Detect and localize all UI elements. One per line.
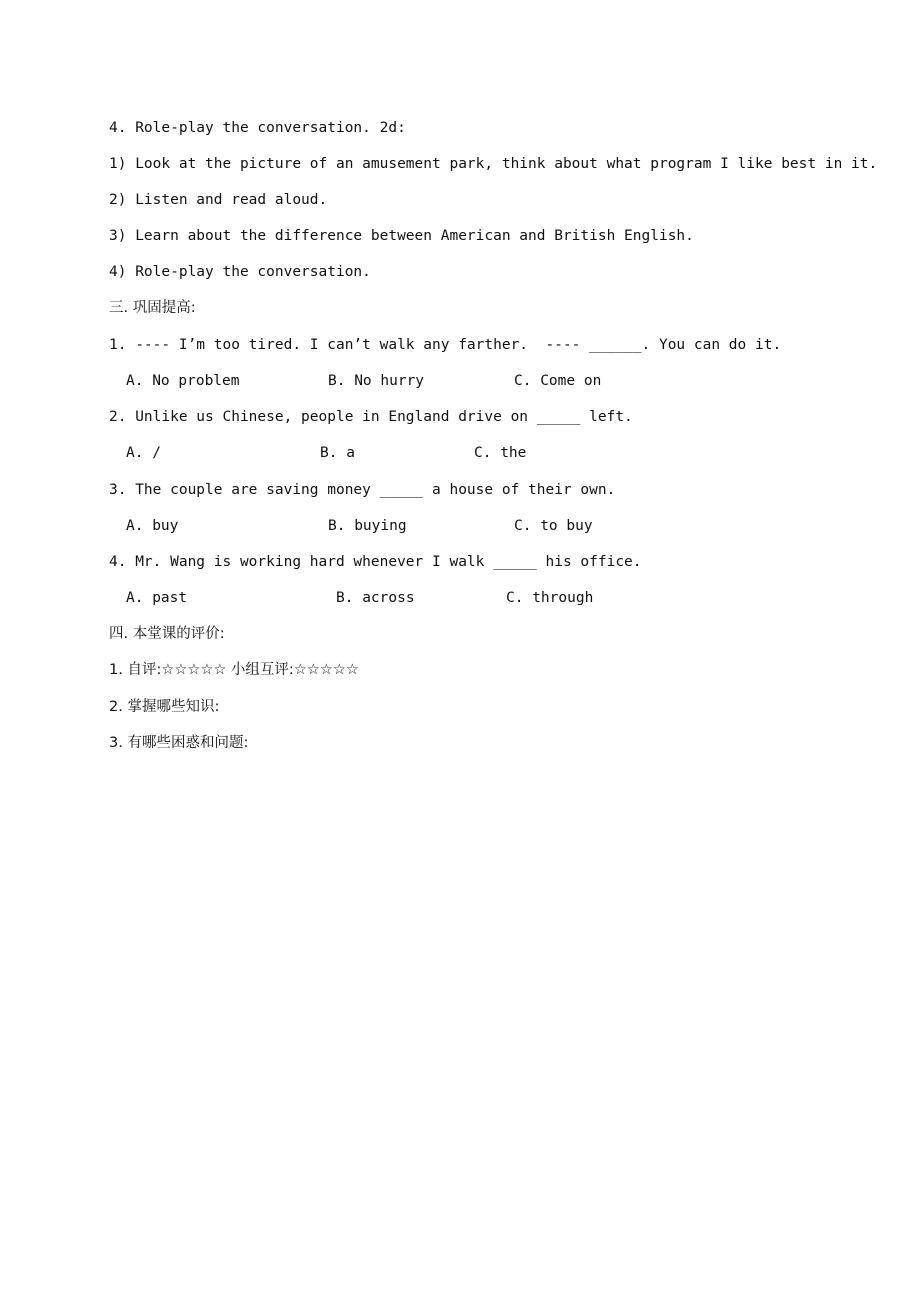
question-1-option-c: C. Come on bbox=[514, 373, 602, 389]
question-2-option-a: A. / bbox=[126, 445, 161, 461]
question-4-option-b: B. across bbox=[336, 590, 415, 606]
task-heading: 4. Role-play the conversation. 2d: bbox=[109, 120, 406, 136]
task-step-3: 3) Learn about the difference between American and British English. bbox=[109, 228, 694, 244]
question-4-option-a: A. past bbox=[126, 590, 188, 606]
task-step-4: 4) Role-play the conversation. bbox=[109, 264, 371, 280]
evaluation-questions: 3. 有哪些困惑和问题: bbox=[109, 735, 249, 751]
task-step-2: 2) Listen and read aloud. bbox=[109, 192, 328, 208]
section-4-heading: 四. 本堂课的评价: bbox=[109, 626, 225, 642]
task-step-1: 1) Look at the picture of an amusement park, think about what program I like best in it. bbox=[109, 156, 878, 172]
evaluation-knowledge: 2. 掌握哪些知识: bbox=[109, 699, 220, 715]
question-2-stem: 2. Unlike us Chinese, people in England drive on _____ left. bbox=[109, 409, 633, 425]
question-3-option-b: B. buying bbox=[328, 518, 407, 534]
question-4-option-c: C. through bbox=[506, 590, 594, 606]
question-1-stem: 1. ---- I’m too tired. I can’t walk any farther. ---- ______. You can do it. bbox=[109, 337, 782, 353]
question-4-stem: 4. Mr. Wang is working hard whenever I walk _____ his office. bbox=[109, 554, 642, 570]
question-2-option-b: B. a bbox=[320, 445, 355, 461]
question-3-stem: 3. The couple are saving money _____ a house of their own. bbox=[109, 482, 616, 498]
question-1-option-a: A. No problem bbox=[126, 373, 240, 389]
question-2-option-c: C. the bbox=[474, 445, 527, 461]
question-3-option-a: A. buy bbox=[126, 518, 179, 534]
question-3-option-c: C. to buy bbox=[514, 518, 593, 534]
evaluation-rating: 1. 自评:☆☆☆☆☆ 小组互评:☆☆☆☆☆ bbox=[109, 662, 359, 678]
question-1-option-b: B. No hurry bbox=[328, 373, 425, 389]
section-3-heading: 三. 巩固提高: bbox=[109, 300, 196, 316]
